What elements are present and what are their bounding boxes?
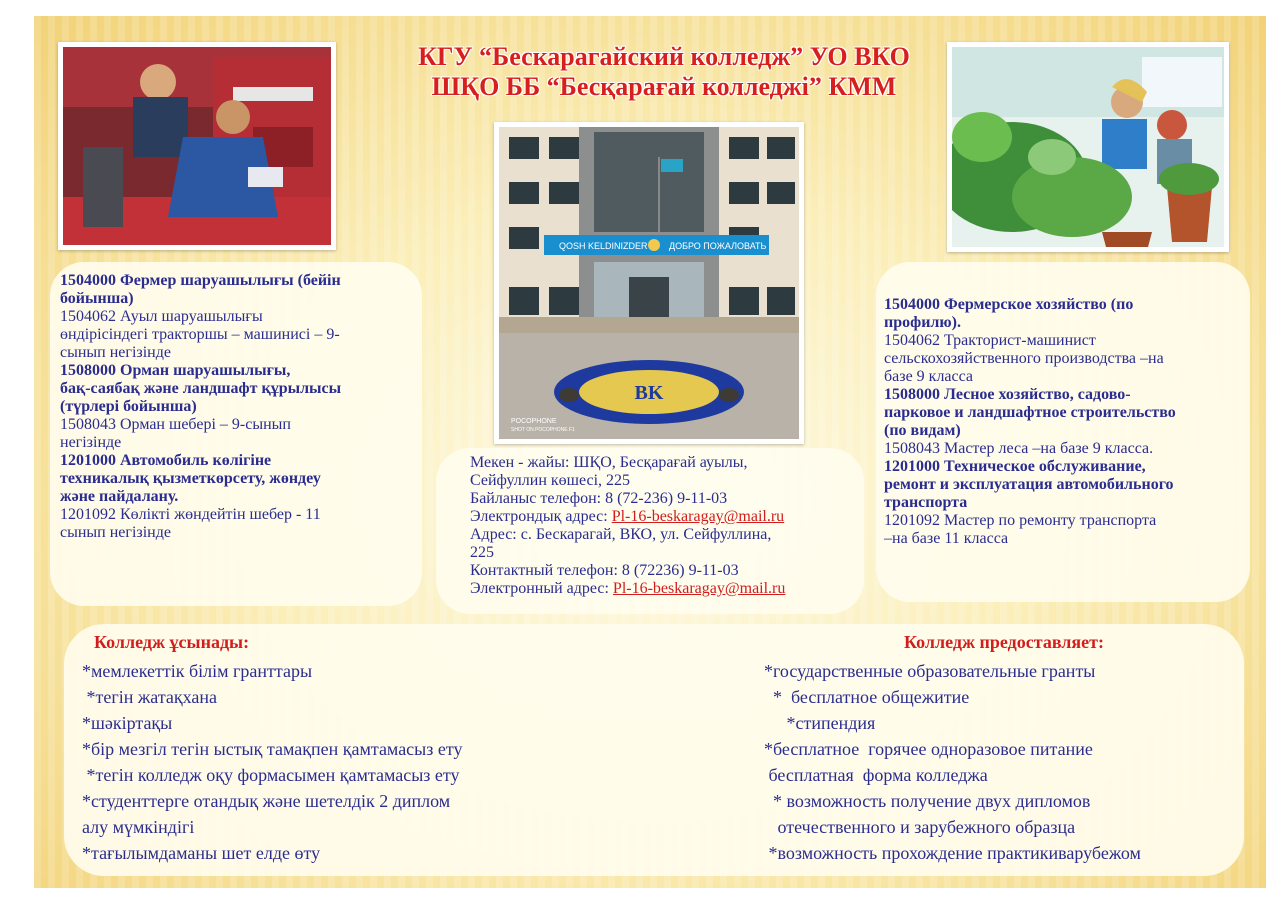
left-line: сынып негізінде [60, 524, 171, 541]
page-title [364, 42, 964, 102]
email-kz-label: Электрондық адрес: [470, 508, 612, 525]
right-line: –на базе 11 класса [884, 530, 1009, 547]
left-line: 1201000 Автомобиль көлігіне [60, 452, 272, 469]
address-kz-line1: Мекен - жайы: ШҚО, Бесқарағай ауылы, [470, 454, 748, 471]
left-line: сынып негізінде [60, 344, 171, 361]
sign-welcome-kz: QOSH KELDINIZDER [559, 241, 648, 251]
phone-kz: Байланыс телефон: 8 (72-236) 9-11-03 [470, 490, 728, 507]
left-line: негізінде [60, 434, 122, 451]
benefit-ru-item: *государственные образовательные гранты [764, 661, 1096, 681]
benefit-kz-item: *бір мезгіл тегін ыстық тамақпен қамтамасыз ету [82, 739, 463, 759]
sign-welcome-ru: ДОБРО ПОЖАЛОВАТЬ [669, 241, 767, 251]
left-specialties-panel [50, 262, 422, 606]
left-line: өндірісіндегі тракторшы – машинисі – 9- [60, 326, 340, 343]
benefit-ru-item: *возможность прохождение практикиварубежом [764, 843, 1141, 863]
photo-watermark: POCOPHONE [511, 418, 557, 425]
left-line: 1508043 Орман шебері – 9-сынып [60, 416, 291, 433]
address-kz-line2: Сейфуллин көшесі, 225 [470, 472, 631, 489]
brochure-page [34, 16, 1266, 888]
right-line: сельскохозяйственного производства –на [884, 350, 1164, 367]
right-specialties-panel [876, 262, 1250, 602]
right-line: 1508000 Лесное хозяйство, садово- [884, 386, 1131, 403]
right-line: 1508043 Мастер леса –на базе 9 класса. [884, 440, 1154, 457]
right-specialties-list [884, 296, 1246, 548]
title-kazakh: ШҚО ББ “Бесқарағай колледжі” КММ [431, 72, 897, 101]
left-line: 1201092 Көлікті жөндейтін шебер - 11 [60, 506, 321, 523]
benefits-list-ru [764, 658, 1234, 866]
left-specialties-list [60, 272, 416, 542]
address-ru-line2: 225 [470, 544, 494, 561]
benefit-kz-item: алу мүмкіндігі [82, 817, 195, 837]
benefits-heading-kz: Колледж ұсынады: [94, 632, 250, 652]
benefit-ru-item: * бесплатное общежитие [764, 687, 970, 707]
benefit-ru-item: бесплатная форма колледжа [764, 765, 988, 785]
svg-text:BK: BK [634, 382, 664, 404]
benefit-kz-item: *студенттерге отандық және шетелдік 2 диплом [82, 791, 451, 811]
photo-watermark-sub: SHOT ON POCOPHONE F1 [511, 427, 575, 433]
benefit-kz-item: *шәкіртақы [82, 713, 173, 733]
left-line: және пайдалану. [60, 488, 179, 505]
benefit-ru-item: * возможность получение двух дипломов [764, 791, 1091, 811]
address-ru-line1: Адрес: с. Бескарагай, ВКО, ул. Сейфуллина, [470, 526, 772, 543]
email-ru-row [470, 580, 860, 598]
right-line: 1201000 Техническое обслуживание, [884, 458, 1146, 475]
benefit-ru-item: *бесплатное горячее одноразовое питание [764, 739, 1093, 759]
benefit-kz-item: *тегін жатақхана [82, 687, 218, 707]
benefits-list-kz [82, 658, 682, 866]
contact-info [470, 454, 860, 598]
right-line: 1504062 Тракторист-машинист [884, 332, 1096, 349]
benefit-ru-item: *стипендия [764, 713, 876, 733]
right-line: профилю). [884, 314, 961, 331]
left-line: техникалық қызметкөрсету, жөндеу [60, 470, 321, 487]
right-line: 1504000 Фермерское хозяйство (по [884, 296, 1134, 313]
left-line: бойынша) [60, 290, 134, 307]
benefits-heading-ru: Колледж предоставляет: [904, 632, 1104, 652]
left-line: 1504000 Фермер шаруашылығы (бейін [60, 272, 341, 289]
phone-ru: Контактный телефон: 8 (72236) 9-11-03 [470, 562, 739, 579]
title-russian: КГУ “Бескарагайский колледж” УО ВКО [418, 42, 910, 71]
left-line: (түрлері бойынша) [60, 398, 197, 415]
photo-mechanics [58, 42, 336, 250]
right-line: транспорта [884, 494, 968, 511]
photo-plants-teachers [947, 42, 1229, 252]
email-kz-link[interactable]: Pl-16-beskaragay@mail.ru [611, 508, 785, 525]
right-line: базе 9 класса [884, 368, 974, 385]
right-line: парковое и ландшафтное строительство [884, 404, 1176, 421]
benefit-kz-item: *тағылымдаманы шет елде өту [82, 843, 321, 863]
benefit-ru-item: отечественного и зарубежного образца [764, 817, 1076, 837]
right-line: (по видам) [884, 422, 961, 439]
benefits-panel [64, 624, 1244, 876]
photo-college-building [494, 122, 804, 444]
left-line: бақ-саябақ және ландшафт құрылысы [60, 380, 342, 397]
left-line: 1504062 Ауыл шаруашылығы [60, 308, 263, 325]
email-ru-link[interactable]: Pl-16-beskaragay@mail.ru [612, 580, 786, 597]
right-line: 1201092 Мастер по ремонту транспорта [884, 512, 1157, 529]
email-kz-row [470, 508, 860, 526]
contact-panel [436, 448, 864, 614]
benefit-kz-item: *мемлекеттік білім гранттары [82, 661, 313, 681]
benefit-kz-item: *тегін колледж оқу формасымен қамтамасыз ету [82, 765, 460, 785]
email-ru-label: Электронный адрес: [470, 580, 613, 597]
left-line: 1508000 Орман шаруашылығы, [60, 362, 291, 379]
right-line: ремонт и эксплуатация автомобильного [884, 476, 1174, 493]
